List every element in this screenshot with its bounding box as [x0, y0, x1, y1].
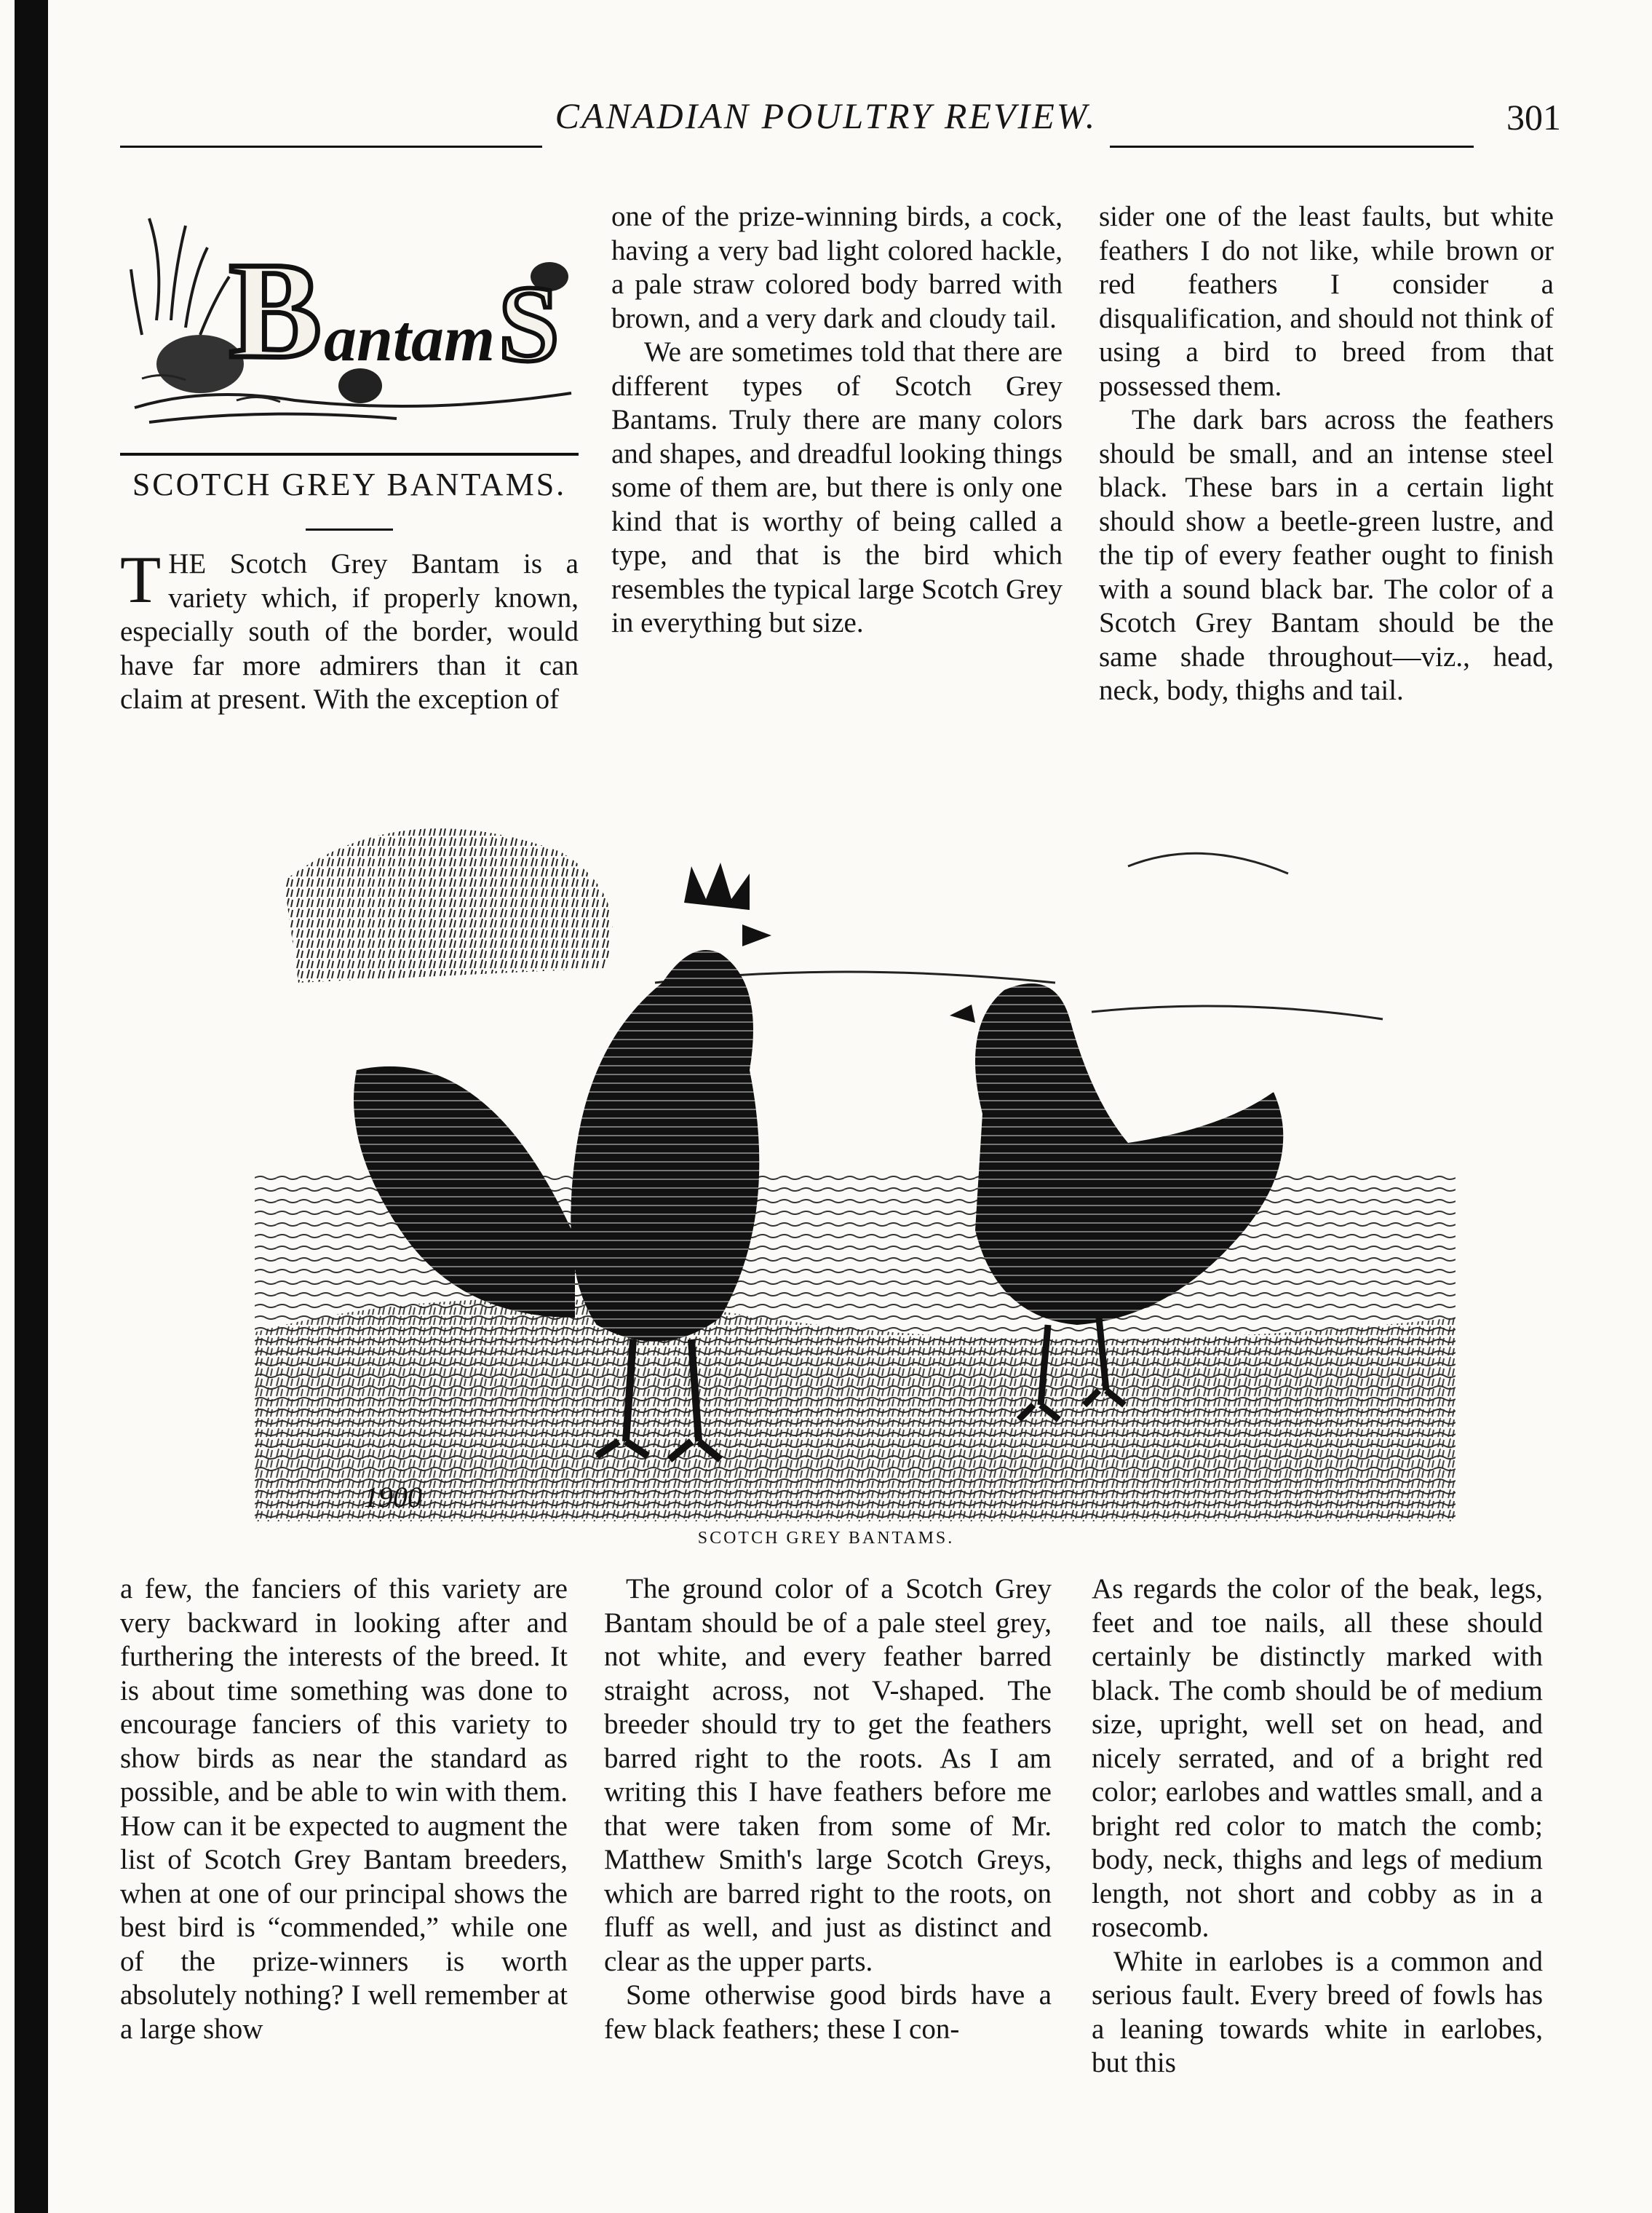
section-rule: [120, 453, 579, 456]
column-2-top-paragraph-2: We are sometimes told that there are different types of Scotch Grey Bantams. Truly there are many colors and shapes, and dreadful looking things some of them are, but there is only one kind that is worthy of being called a type, and that is the bird which resembles the typical large Scotch Grey in everything but size.: [611, 336, 1063, 638]
column-2-bottom-paragraph-2: Some otherwise good birds have a few black feathers; these I con-: [604, 1979, 1052, 2045]
svg-text:antam: antam: [324, 303, 496, 375]
column-2-bottom: [604, 1572, 1052, 2046]
drop-cap: T: [120, 542, 162, 617]
column-3-bottom: [1092, 1572, 1543, 2081]
bantams-logo-illustration: [120, 189, 593, 444]
column-3-bottom-paragraph-2: White in earlobes is a common and serious fault. Every breed of fowls has a leaning towards white in earlobes, but this: [1092, 1945, 1543, 2078]
column-3-top: [1099, 200, 1554, 708]
section-title: SCOTCH GREY BANTAMS.: [132, 467, 567, 502]
header-rule-right: [1110, 146, 1474, 148]
column-1-bottom: [120, 1572, 568, 2046]
column-2-top-paragraph-1: one of the prize-winning birds, a cock, having a very bad light colored hackle, a pale straw colored body barred with brown, and a very dark and cloudy tail.: [611, 201, 1063, 334]
svg-text:B: B: [229, 234, 322, 387]
column-2-top: [611, 200, 1063, 641]
column-3-top-paragraph-2: The dark bars across the feathers should be small, and an intense steel black. These bars in a certain light should show a beetle-green lustre, and the tip of every feather ought to finish with a sound black bar. The color of a Scotch Grey Bantam should be the same shade throughout—viz., head, neck, body, thighs and tail.: [1099, 404, 1554, 706]
page-binding-edge: [15, 0, 48, 2213]
column-1-top-paragraph: [120, 542, 579, 717]
column-1-bottom-paragraph: a few, the fanciers of this variety are very backward in looking after and furthering the interests of the breed. It is about time something was done to encourage fanciers of this variety to show birds as near the standard as possible, and be able to win with them. How can it be expected to augment the list of Scotch Grey Bantam breeders, when at one of our principal shows the best bird is “commended,” while one of the prize-winners is worth absolutely nothing? I well remember at a large show: [120, 1573, 568, 2045]
page-number: 301: [1506, 97, 1561, 138]
engraving-signature: 1900: [364, 1481, 422, 1513]
section-short-rule: [306, 528, 393, 531]
column-3-bottom-paragraph-1: As regards the color of the beak, legs, feet and toe nails, all these should certainly be distinctly marked with black. The comb should be of medium size, upright, well set on head, and nicely serrated, and of a bright red color; earlobes and wattles small, and a bright red color to match the comb; body, neck, thighs and legs of medium length, not short and cobby as in a rosecomb.: [1092, 1573, 1543, 1943]
column-2-bottom-paragraph-1: The ground color of a Scotch Grey Bantam should be of a pale steel grey, not white, and every feather barred straight across, not V-shaped. The breeder should try to get the feathers barred right to the roots. As I am writing this I have feathers before me that were taken from some of Mr. Matthew Smith's large Scotch Greys, which are barred right to the roots, on fluff as well, and just as distinct and clear as the upper parts.: [604, 1573, 1052, 1977]
column-1-top: [120, 542, 579, 717]
column-3-top-paragraph-1: sider one of the least faults, but white feathers I do not like, while brown or red feathers I consider a disqualification, and should not think of using a bird to breed from that possessed them.: [1099, 201, 1554, 402]
running-head: CANADIAN POULTRY REVIEW.: [555, 95, 1097, 136]
figure-caption: SCOTCH GREY BANTAMS.: [697, 1529, 955, 1548]
svg-text:S: S: [499, 264, 560, 384]
scotch-grey-bantams-engraving: [255, 764, 1456, 1529]
column-1-top-text: HE Scotch Grey Bantam is a variety which, if properly known, especially south of the border, would have far more admirers than it can claim at present. With the exception of: [120, 548, 579, 715]
header-rule-left: [120, 146, 542, 148]
